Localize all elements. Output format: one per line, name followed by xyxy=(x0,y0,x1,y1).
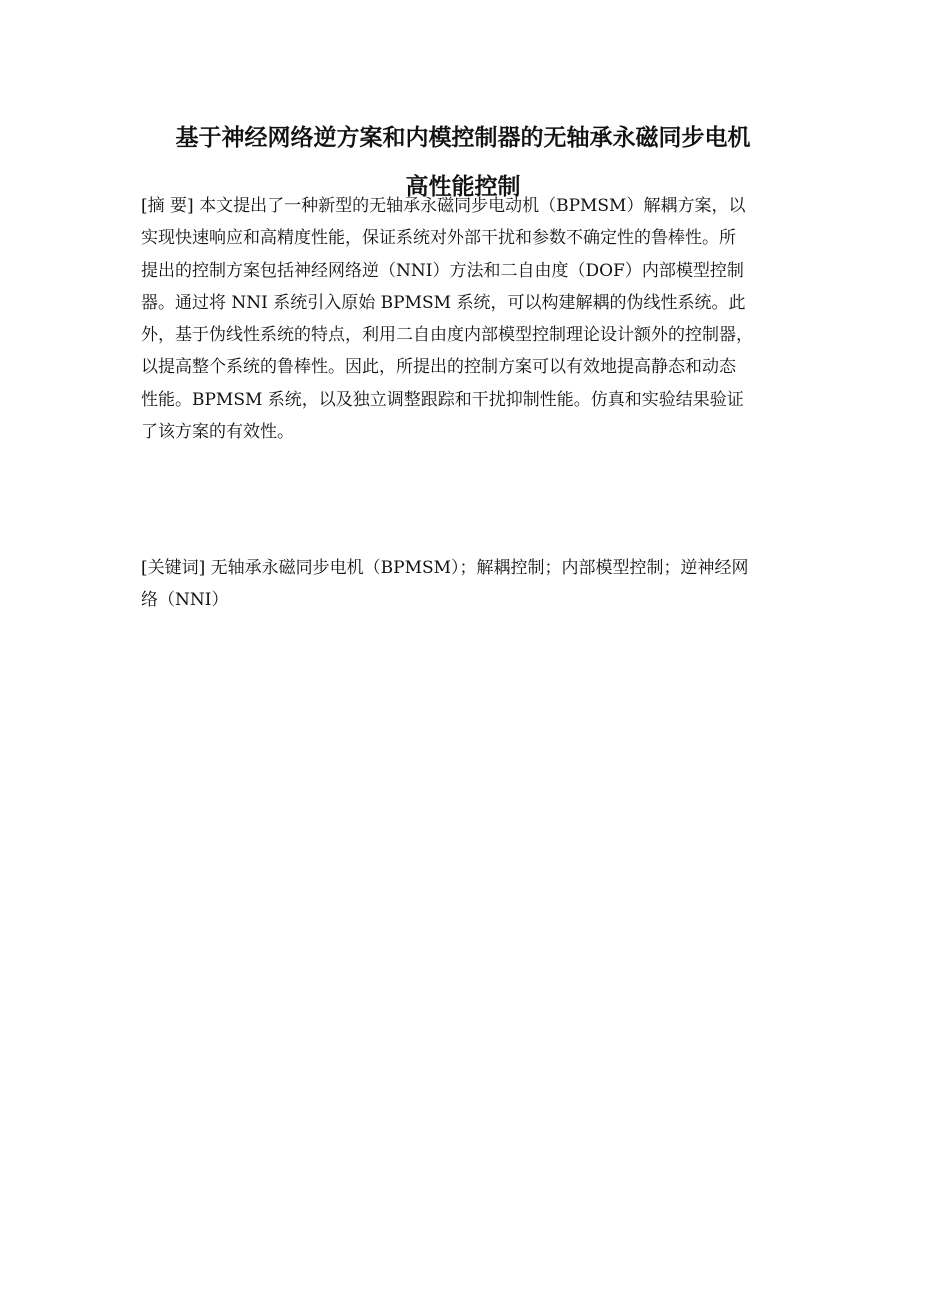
title-line-1: 基于神经网络逆方案和内模控制器的无轴承永磁同步电机 xyxy=(175,125,751,151)
title-line-2: 高性能控制 xyxy=(405,174,521,200)
abstract-label: [摘 要] xyxy=(141,196,194,216)
abstract-paragraph xyxy=(141,190,787,448)
keywords-text: 无轴承永磁同步电机（BPMSM）；解耦控制；内部模型控制；逆神经网 络（NNI） xyxy=(141,558,749,611)
abstract-text: 本文提出了一种新型的无轴承永磁同步电动机（BPMSM）解耦方案，以 实现快速响应和高精度性能，保证系统对外部干扰和参数不确定性的鲁棒性。所 提出的控制方案包括神经网络逆（NNI）方法和二自由度（DOF）内部模型控制 器。通过将 NNI 系统引入原始 BPMSM 系统，可以构建解耦的伪线性系统。此 外，基于伪线性系统的特点，利用二自由度内部模型控制理论设计额外的控制器， 以提高整个系统的鲁棒性。因此，所提出的控制方案可以有效地提高静态和动态 性能。BPMSM 系统，以及独立调整跟踪和干扰抑制性能。仿真和实验结果验证 了该方案的有效性。 xyxy=(141,196,753,443)
keywords-paragraph xyxy=(141,552,787,617)
keywords-label: [关键词] xyxy=(141,558,206,578)
